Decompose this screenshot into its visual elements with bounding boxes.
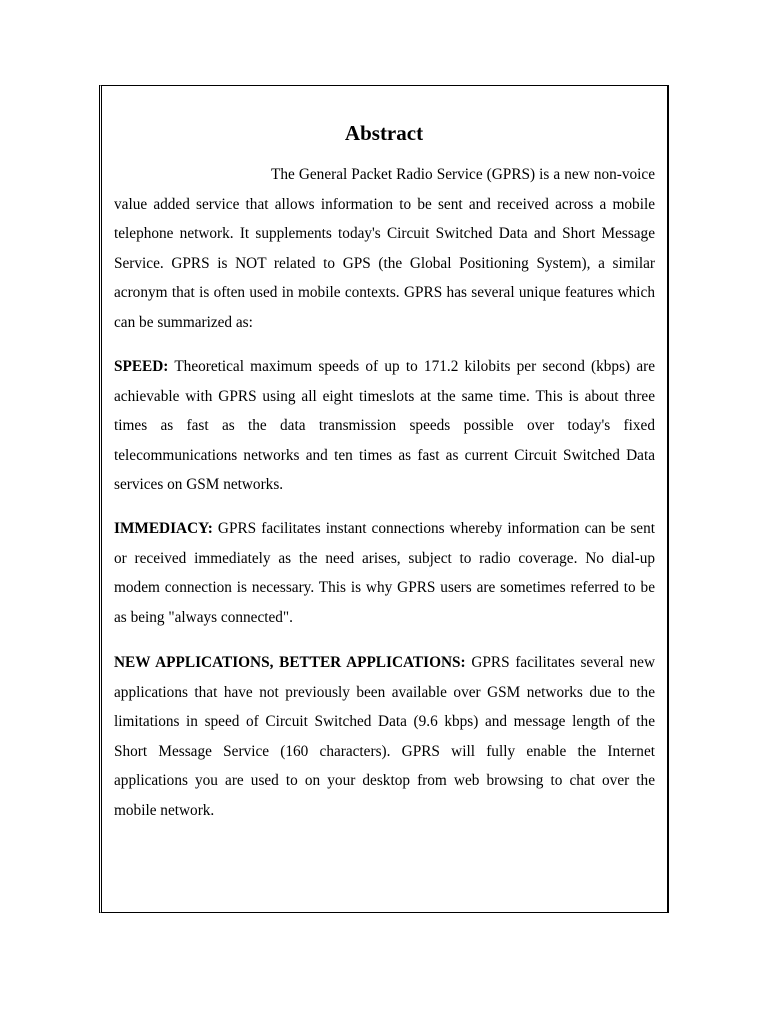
abstract-title: Abstract bbox=[344, 121, 424, 145]
new-applications-paragraph bbox=[114, 648, 655, 825]
immediacy-paragraph bbox=[114, 514, 655, 632]
immediacy-text: GPRS facilitates instant connections whereby information can be sent or received immediately as the need arises, subject to radio coverage. No dial-up modem connection is necessary. This is why GPRS users are sometimes referred to be as being "always connected". bbox=[114, 520, 655, 626]
intro-paragraph: The General Packet Radio Service (GPRS) is a new non-voice value added service that allows information to be sent and received across a mobile telephone network. It supplements today's Circuit Switched Data and Short Message Service. GPRS is NOT related to GPS (the Global Positioning System), a similar acronym that is often used in mobile contexts. GPRS has several unique features which can be summarized as: bbox=[114, 166, 655, 331]
speed-text: Theoretical maximum speeds of up to 171.2 kilobits per second (kbps) are achievable with GPRS using all eight timeslots at the same time. This is about three times as fast as the data transmission speeds possible over today's fixed telecommunications networks and ten times as fast as current Circuit Switched Data services on GSM networks. bbox=[114, 358, 655, 493]
speed-heading: SPEED: bbox=[114, 358, 169, 375]
new-applications-text: GPRS facilitates several new applications that have not previously been available over GSM networks due to the limitations in speed of Circuit Switched Data (9.6 kbps) and message length of the Short Message Service (160 characters). GPRS will fully enable the Internet applications you are used to on your desktop from web browsing to chat over the mobile network. bbox=[114, 654, 655, 819]
new-applications-heading: NEW APPLICATIONS, BETTER APPLICATIONS: bbox=[114, 654, 466, 671]
speed-paragraph bbox=[114, 352, 655, 500]
immediacy-heading: IMMEDIACY: bbox=[114, 520, 213, 537]
